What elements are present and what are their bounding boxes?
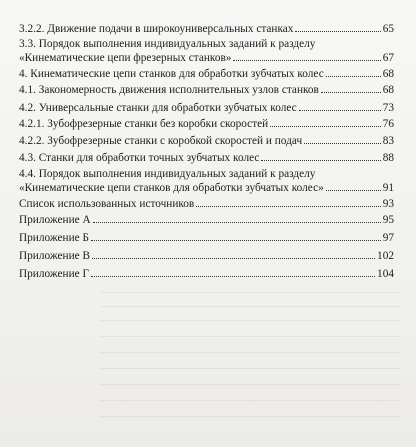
dot-leader <box>261 151 380 161</box>
toc-entry-title: Приложение В <box>19 250 90 262</box>
toc-entry <box>19 134 394 148</box>
toc-page-number: 88 <box>382 152 394 164</box>
toc-entry <box>19 249 394 263</box>
toc-page-number: 93 <box>382 198 394 210</box>
toc-entry <box>19 67 394 81</box>
bleed-through-line <box>100 320 400 321</box>
toc-entry-title: 4. Кинематические цепи станков для обработки зубчатых колес <box>19 68 324 80</box>
toc-page-number: 65 <box>382 23 394 35</box>
toc-page-number: 102 <box>377 250 394 262</box>
toc-entry-title: Список использованных источников <box>19 198 195 210</box>
toc-page-number: 104 <box>377 268 394 280</box>
toc-entry-title-continued: «Кинематические цепи станков для обработки зубчатых колес» <box>19 182 324 194</box>
toc-page-number: 67 <box>382 52 394 64</box>
bleed-through-line <box>100 292 400 293</box>
dot-leader <box>326 181 381 191</box>
toc-page-number: 91 <box>382 182 394 194</box>
bleed-through-line <box>100 416 400 417</box>
toc-entry-title: 4.2.2. Зубофрезерные станки с коробкой скоростей и подач <box>19 135 303 147</box>
dot-leader <box>299 101 381 111</box>
dot-leader <box>92 249 375 259</box>
toc-entry-title: 4.1. Закономерность движения исполнительных узлов станков <box>19 84 319 96</box>
toc-entry <box>19 22 394 36</box>
toc-page-number: 68 <box>382 84 394 96</box>
toc-entry-title: 4.2. Универсальные станки для обработки зубчатых колес <box>19 102 297 114</box>
toc-entry <box>19 267 394 281</box>
dot-leader <box>91 267 375 277</box>
bleed-through-line <box>100 384 400 385</box>
toc-entry-title: 3.2.2. Движение подачи в широкоуниверсальных станках <box>19 23 294 35</box>
toc-entry-title-continued: «Кинематические цепи фрезерных станков» <box>19 52 232 64</box>
toc-entry <box>19 101 394 115</box>
toc-entry <box>19 168 394 195</box>
toc-page-number: 95 <box>382 214 394 226</box>
toc-page-number: 76 <box>382 118 394 130</box>
toc-entry <box>19 213 394 227</box>
bleed-through-line <box>100 400 400 401</box>
dot-leader <box>233 51 380 61</box>
toc-entry-title: 4.4. Порядок выполнения индивидуальных заданий к разделу <box>19 168 316 180</box>
bleed-through-line <box>100 336 400 337</box>
toc-entry-title: Приложение Г <box>19 268 89 280</box>
toc-entry-title: 4.3. Станки для обработки точных зубчатых колес <box>19 152 260 164</box>
toc-page-number: 73 <box>382 102 394 114</box>
toc-entry <box>19 231 394 245</box>
toc-entry-title: 3.3. Порядок выполнения индивидуальных заданий к разделу <box>19 38 316 50</box>
dot-leader <box>270 117 381 127</box>
toc-entry-title: Приложение А <box>19 214 91 226</box>
toc-entry <box>19 197 394 211</box>
toc-entry-title: Приложение Б <box>19 232 89 244</box>
toc-entry <box>19 151 394 165</box>
toc-entry <box>19 117 394 131</box>
bleed-through-line <box>100 352 400 353</box>
toc-page-number: 68 <box>382 68 394 80</box>
dot-leader <box>321 83 381 93</box>
dot-leader <box>91 231 381 241</box>
dot-leader <box>295 22 380 32</box>
toc-entry <box>19 38 394 65</box>
toc-page-number: 97 <box>382 232 394 244</box>
dot-leader <box>196 197 380 207</box>
bleed-through-line <box>100 306 400 307</box>
toc-page-number: 83 <box>382 135 394 147</box>
toc-entry <box>19 83 394 97</box>
dot-leader <box>326 67 381 77</box>
dot-leader <box>93 213 381 223</box>
bleed-through-line <box>100 368 400 369</box>
dot-leader <box>304 134 381 144</box>
toc-entry-title: 4.2.1. Зубофрезерные станки без коробки скоростей <box>19 118 269 130</box>
